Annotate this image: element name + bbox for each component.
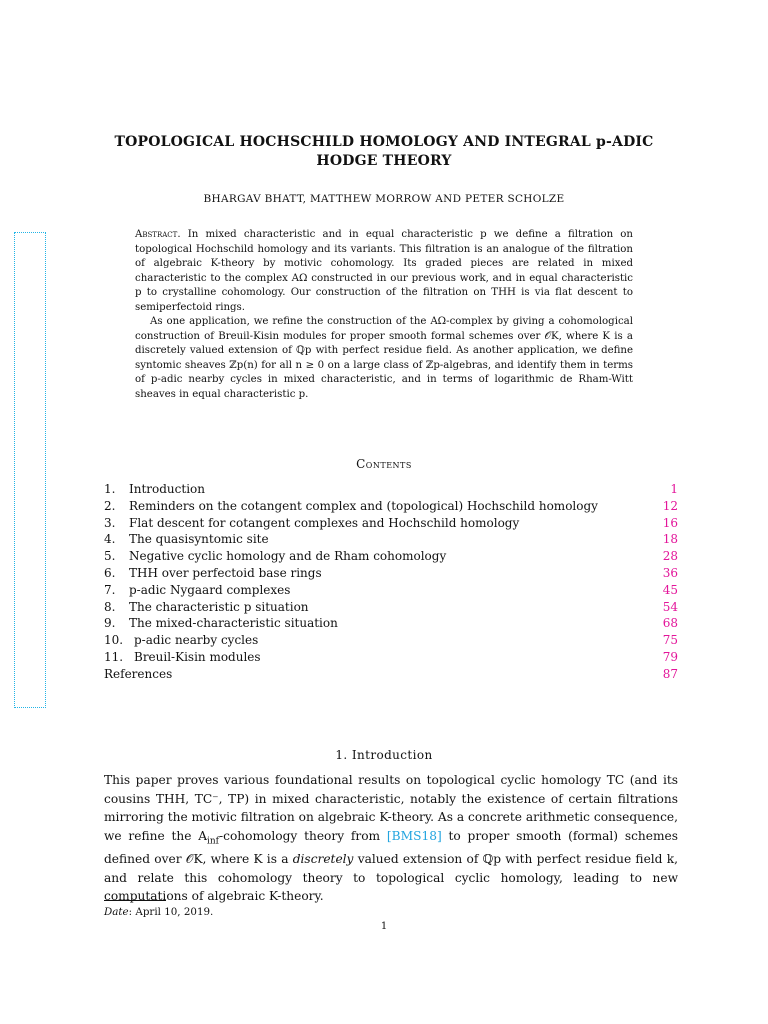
toc-entry-number: 10. bbox=[104, 633, 124, 648]
date-footnote bbox=[104, 906, 213, 918]
abstract-paragraph-2: As one application, we refine the construction of the AΩ-complex by giving a cohomological construction of Breuil-Kisin modules for proper smooth formal schemes over 𝒪K, where K is a discretely valued extension of ℚp with perfect residue field. As another application, we define syntomic sheaves ℤp(n) for all n ≥ 0 on a large class of ℤp-algebras, and identify them in terms of p-adic nearby cycles in mixed characteristic, and in terms of logarithmic de Rham-Witt sheaves in equal characteristic p. bbox=[135, 316, 633, 400]
toc-entry-title: The characteristic p situation bbox=[129, 599, 309, 614]
toc-entry-number: 6. bbox=[104, 565, 116, 580]
introduction-paragraph bbox=[104, 771, 678, 906]
intro-text-3: to proper smooth (formal) schemes defined over 𝒪K, where K is a bbox=[104, 828, 678, 867]
toc-entry[interactable] bbox=[104, 615, 678, 632]
toc-entry[interactable] bbox=[104, 599, 678, 616]
toc-entry-title: Negative cyclic homology and de Rham cohomology bbox=[129, 549, 447, 564]
toc-entry-number: 3. bbox=[104, 515, 116, 530]
toc-entry[interactable] bbox=[104, 632, 678, 649]
citation-link-bms18[interactable]: [BMS18] bbox=[386, 828, 442, 843]
footnote-text: : April 10, 2019. bbox=[128, 906, 214, 918]
toc-page-link[interactable]: 16 bbox=[662, 515, 678, 530]
intro-text-1: This paper proves various foundational results on topological cyclic homology TC (and its cousins THH, TC⁻, TP) in mixed characteristic, notably the existence of certain filtrations mirroring the motivic filtration on algebraic K-theory. As a concrete arithmetic consequence, we refine the A bbox=[104, 773, 678, 843]
abstract-label: Abstract. bbox=[135, 229, 181, 240]
intro-emphasis: discretely bbox=[292, 852, 354, 867]
toc-page-link[interactable]: 12 bbox=[662, 498, 678, 513]
toc-page-link[interactable]: 18 bbox=[662, 532, 678, 547]
toc-entry[interactable] bbox=[104, 666, 678, 683]
toc-entry[interactable] bbox=[104, 565, 678, 582]
toc-page-link[interactable]: 75 bbox=[662, 633, 678, 648]
introduction-heading: 1. Introduction bbox=[335, 748, 433, 762]
abstract-paragraph-1 bbox=[135, 228, 633, 315]
toc-page-link[interactable]: 79 bbox=[662, 649, 678, 664]
toc-page-link[interactable]: 28 bbox=[662, 549, 678, 564]
toc-entry-title: Flat descent for cotangent complexes and Hochschild homology bbox=[129, 515, 520, 530]
toc-page-link[interactable]: 68 bbox=[662, 616, 678, 631]
intro-text-2: -cohomology theory from bbox=[219, 828, 387, 843]
title-line-2: HODGE THEORY bbox=[316, 153, 452, 169]
toc-entry[interactable] bbox=[104, 649, 678, 666]
toc-entry-title: p-adic Nygaard complexes bbox=[129, 582, 291, 597]
toc-entry[interactable] bbox=[104, 498, 678, 515]
footnote-label: Date bbox=[104, 906, 129, 918]
toc-entry-number: 2. bbox=[104, 498, 116, 513]
author-list: BHARGAV BHATT, MATTHEW MORROW AND PETER SCHOLZE bbox=[203, 193, 565, 205]
toc-entry[interactable] bbox=[104, 515, 678, 532]
toc-entry-title: The quasisyntomic site bbox=[129, 532, 269, 547]
toc-entry-title: The mixed-characteristic situation bbox=[129, 616, 338, 631]
page-number: 1 bbox=[380, 921, 388, 932]
toc-entry[interactable] bbox=[104, 481, 678, 498]
title-line-1: TOPOLOGICAL HOCHSCHILD HOMOLOGY AND INTEGRAL p-ADIC bbox=[114, 134, 654, 150]
paper-title bbox=[100, 133, 668, 171]
toc-entry-title: p-adic nearby cycles bbox=[134, 633, 259, 648]
inf-subscript: inf bbox=[207, 835, 220, 846]
toc-page-link[interactable]: 45 bbox=[662, 582, 678, 597]
toc-entry-title: Reminders on the cotangent complex and (topological) Hochschild homology bbox=[129, 498, 598, 513]
table-of-contents bbox=[104, 481, 678, 683]
toc-entry-number: 4. bbox=[104, 532, 116, 547]
abstract bbox=[135, 228, 633, 402]
toc-page-link[interactable]: 1 bbox=[670, 482, 678, 496]
toc-entry-title: References bbox=[104, 666, 173, 681]
toc-entry-title: Introduction bbox=[129, 482, 205, 496]
footnote-rule bbox=[104, 900, 166, 901]
toc-entry-number: 5. bbox=[104, 549, 116, 564]
toc-entry-number: 11. bbox=[104, 649, 124, 664]
toc-entry[interactable] bbox=[104, 531, 678, 548]
abstract-text-1: In mixed characteristic and in equal characteristic p we define a filtration on topological Hochschild homology and its variants. This filtration is an analogue of the filtration of algebraic K-theory by motivic cohomology. Its graded pieces are related in mixed characteristic to the complex AΩ constructed in our previous work, and in equal characteristic p to crystalline cohomology. Our construction of the filtration on THH is via flat descent to semiperfectoid rings. bbox=[135, 229, 633, 313]
intro-text-4: valued extension of ℚp with perfect residue field k, and relate this cohomology theory to topological cyclic homology, leading to new computations of algebraic K-theory. bbox=[104, 852, 678, 904]
toc-page-link[interactable]: 36 bbox=[662, 565, 678, 580]
toc-page-link[interactable]: 54 bbox=[662, 599, 678, 614]
toc-entry-number: 8. bbox=[104, 599, 116, 614]
toc-entry-title: Breuil-Kisin modules bbox=[134, 649, 261, 664]
toc-entry[interactable] bbox=[104, 548, 678, 565]
link-highlight-frame[interactable] bbox=[14, 232, 46, 708]
contents-heading: Contents bbox=[356, 457, 412, 471]
toc-entry-number: 7. bbox=[104, 582, 116, 597]
toc-entry-number: 9. bbox=[104, 616, 116, 631]
toc-entry-title: THH over perfectoid base rings bbox=[129, 565, 322, 580]
toc-entry-number: 1. bbox=[104, 482, 116, 496]
toc-page-link[interactable]: 87 bbox=[662, 666, 678, 681]
toc-entry[interactable] bbox=[104, 582, 678, 599]
